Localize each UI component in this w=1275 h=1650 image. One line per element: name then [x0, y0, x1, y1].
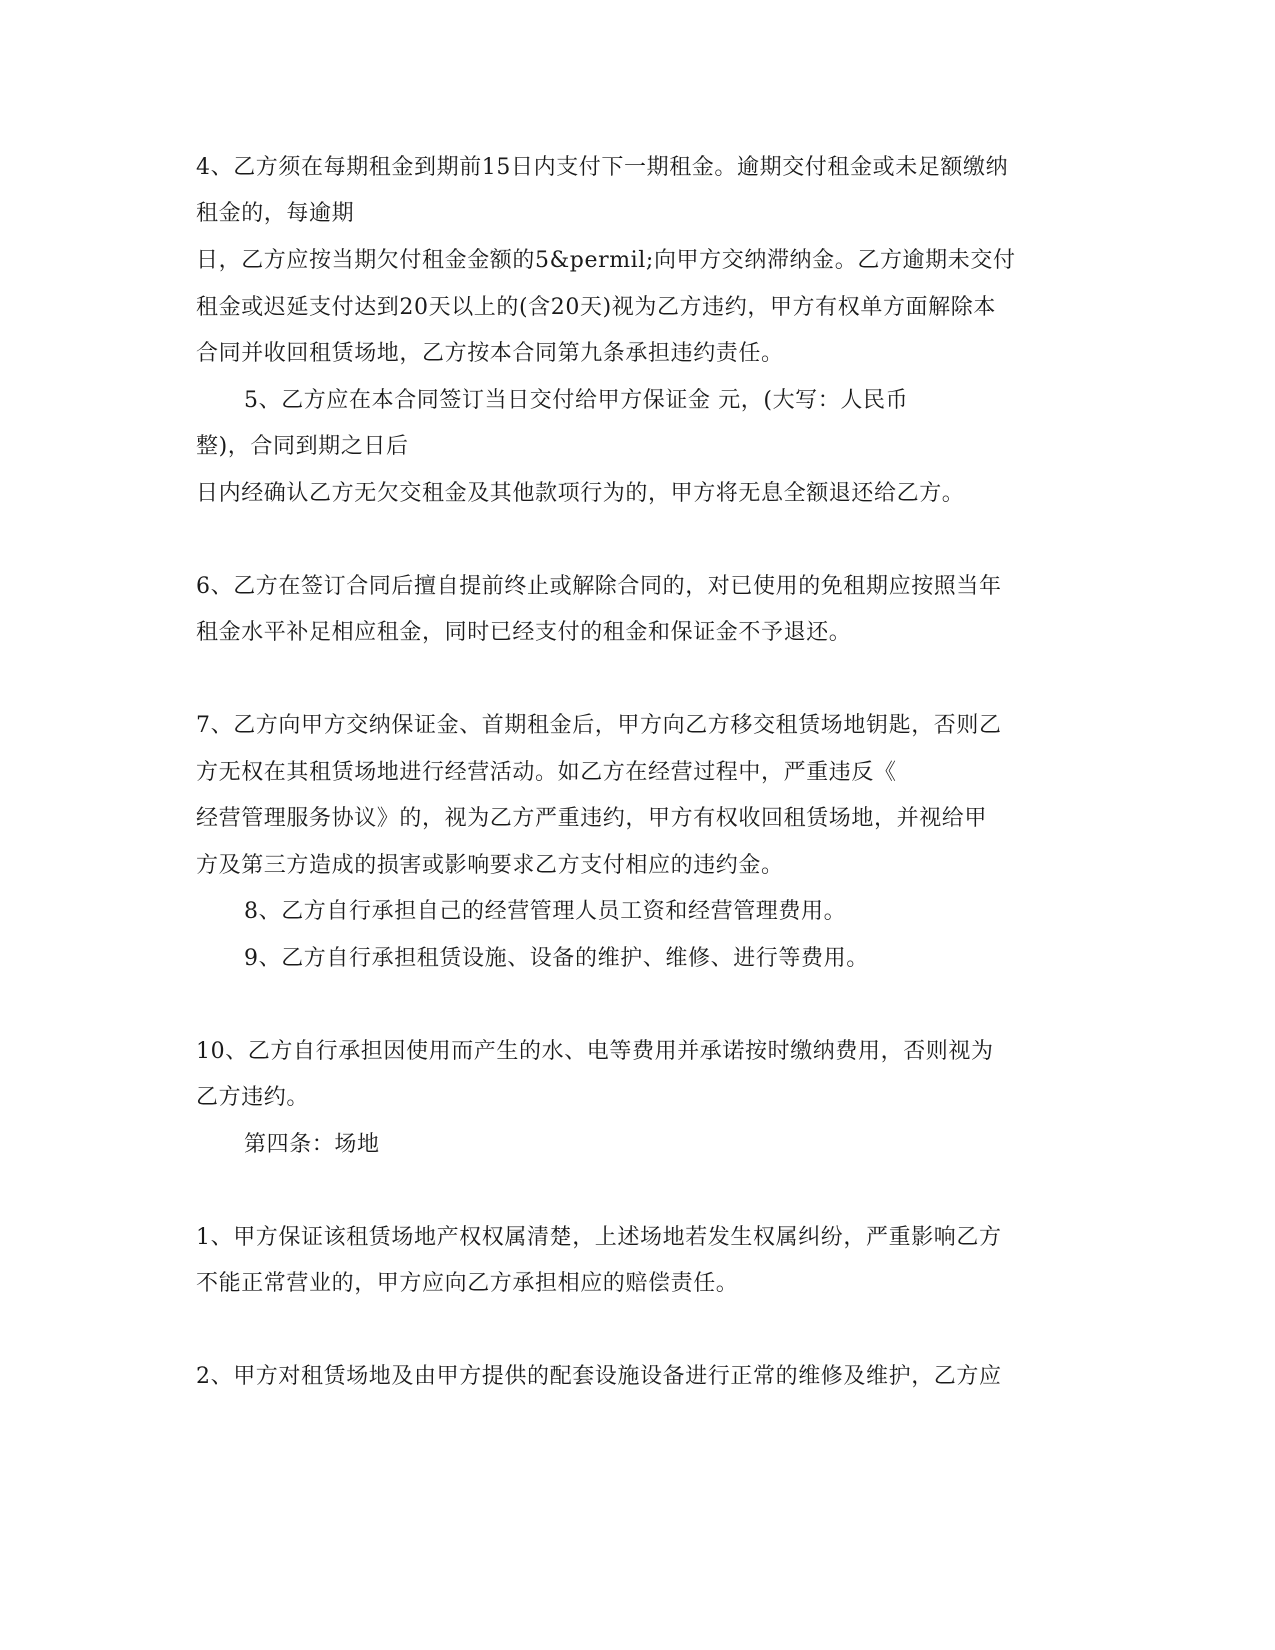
text-line: 5、乙方应在本合同签订当日交付给甲方保证金 元，(大写：人民币	[244, 388, 909, 413]
text-line: 租金水平补足相应租金，同时已经支付的租金和保证金不予退还。	[196, 620, 852, 645]
text-line: 8、乙方自行承担自己的经营管理人员工资和经营管理费用。	[244, 899, 847, 924]
text-line: 方无权在其租赁场地进行经营活动。如乙方在经营过程中，严重违反《	[196, 760, 897, 785]
text-line: 4、乙方须在每期租金到期前15日内支付下一期租金。逾期交付租金或未足额缴纳	[196, 155, 1009, 180]
text-line: 9、乙方自行承担租赁设施、设备的维护、维修、进行等费用。	[244, 946, 869, 971]
text-line: 方及第三方造成的损害或影响要求乙方支付相应的违约金。	[196, 853, 784, 878]
text-line: 租金或迟延支付达到20天以上的(含20天)视为乙方违约，甲方有权单方面解除本	[196, 295, 996, 320]
text-line: 6、乙方在签订合同后擅自提前终止或解除合同的，对已使用的免租期应按照当年	[196, 574, 1002, 599]
text-line: 日内经确认乙方无欠交租金及其他款项行为的，甲方将无息全额退还给乙方。	[196, 481, 965, 506]
section-heading: 第四条：场地	[244, 1132, 380, 1157]
text-line: 整)，合同到期之日后	[196, 434, 409, 459]
text-line: 10、乙方自行承担因使用而产生的水、电等费用并承诺按时缴纳费用，否则视为	[196, 1039, 994, 1064]
text-line: 经营管理服务协议》的，视为乙方严重违约，甲方有权收回租赁场地，并视给甲	[196, 806, 988, 831]
text-line: 租金的，每逾期	[196, 201, 355, 226]
text-line: 乙方违约。	[196, 1085, 310, 1110]
text-line: 日，乙方应按当期欠付租金金额的5&permil;向甲方交纳滞纳金。乙方逾期未交付	[196, 248, 1016, 273]
text-line: 合同并收回租赁场地，乙方按本合同第九条承担违约责任。	[196, 341, 784, 366]
text-line: 1、甲方保证该租赁场地产权权属清楚，上述场地若发生权属纠纷，严重影响乙方	[196, 1225, 1002, 1250]
text-line: 7、乙方向甲方交纳保证金、首期租金后，甲方向乙方移交租赁场地钥匙，否则乙	[196, 713, 1002, 738]
text-line: 2、甲方对租赁场地及由甲方提供的配套设施设备进行正常的维修及维护，乙方应	[196, 1364, 1002, 1389]
text-line: 不能正常营业的，甲方应向乙方承担相应的赔偿责任。	[196, 1271, 739, 1296]
